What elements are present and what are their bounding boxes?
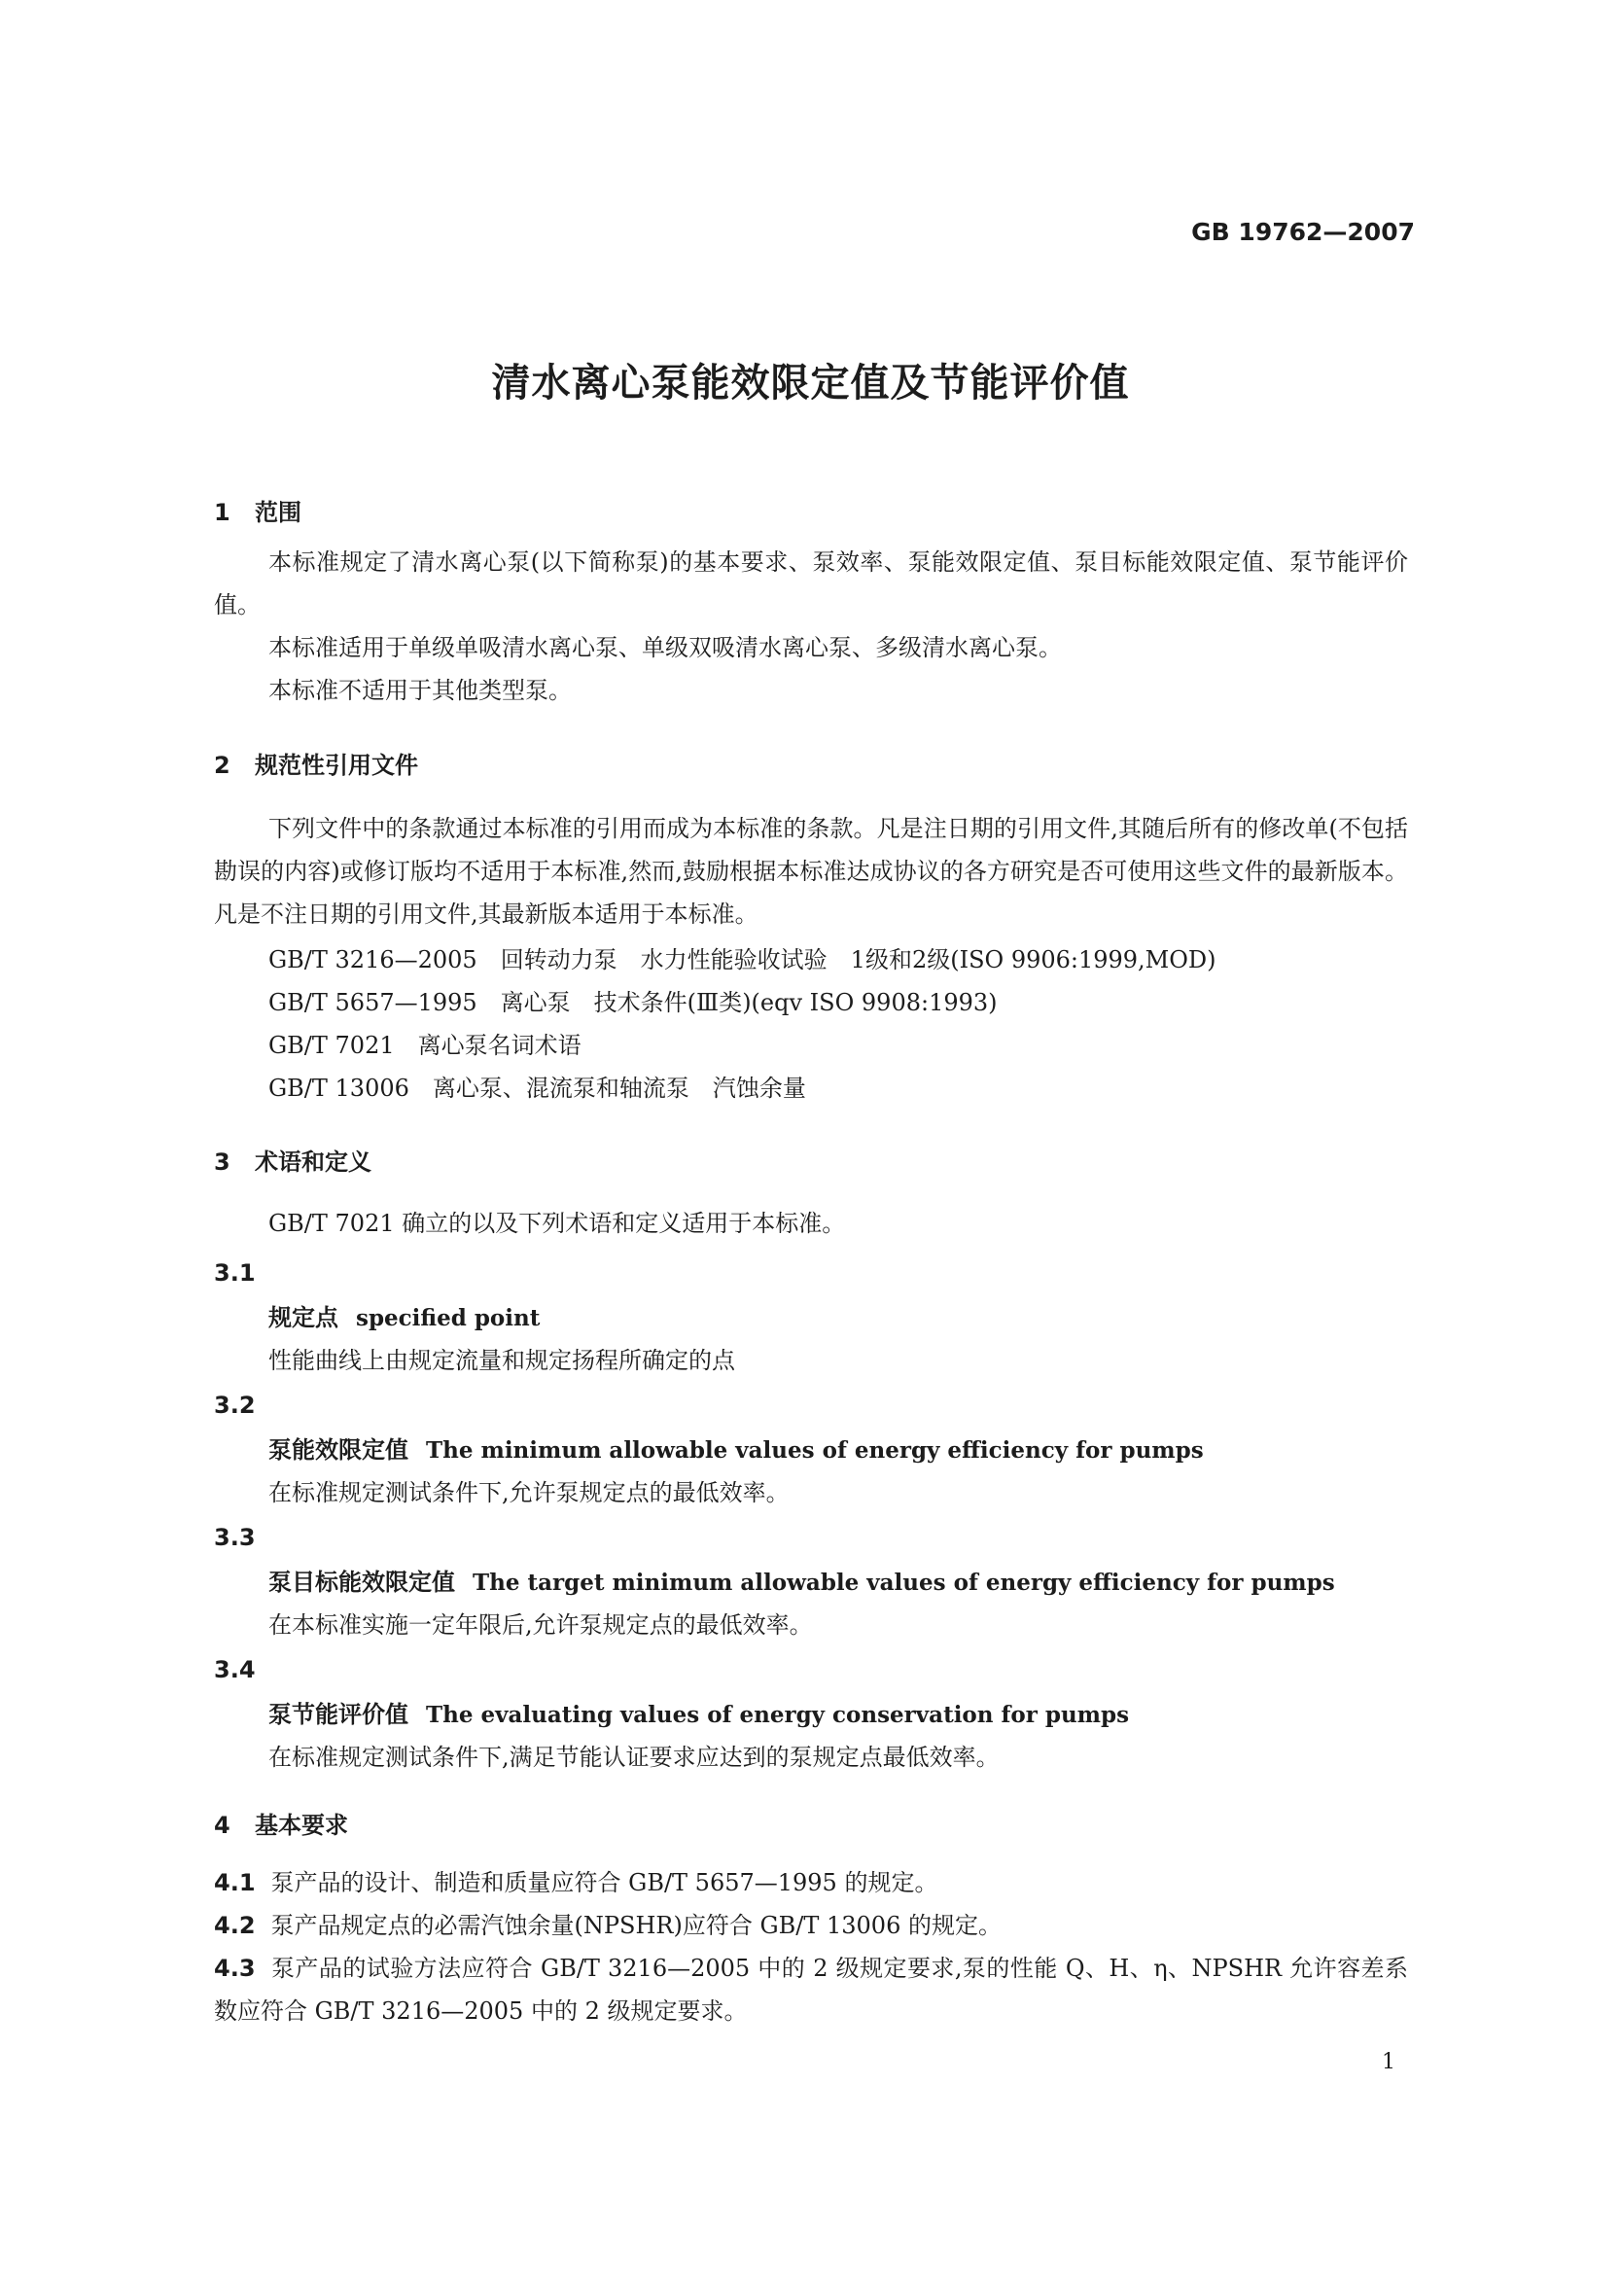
section-number: 2 <box>214 752 230 779</box>
section-title: 术语和定义 <box>255 1148 371 1176</box>
term-entry <box>214 1433 1462 1467</box>
section-heading-terms-and-definitions <box>214 1146 1408 1179</box>
reference-code: GB/T 5657—1995 <box>268 989 477 1016</box>
section-title: 范围 <box>255 499 301 526</box>
reference-code: GB/T 3216—2005 <box>268 946 477 973</box>
requirement-text: 泵产品的设计、制造和质量应符合 GB/T 5657—1995 的规定。 <box>270 1869 938 1896</box>
term-entry <box>214 1566 1462 1600</box>
section-number: 3 <box>214 1148 230 1176</box>
paragraph: 本标准规定了清水离心泵(以下简称泵)的基本要求、泵效率、泵能效限定值、泵目标能效限定值、泵节能评价值。 <box>214 548 1408 618</box>
term-number: 3.2 <box>214 1392 256 1419</box>
reference-item <box>214 1072 1462 1105</box>
term-number: 3.1 <box>214 1259 256 1287</box>
term-entry <box>214 1301 1462 1335</box>
section-title: 基本要求 <box>255 1812 348 1839</box>
reference-code: GB/T 7021 <box>268 1032 395 1059</box>
section-heading-basic-requirements <box>214 1809 1408 1842</box>
term-entry <box>214 1698 1462 1732</box>
reference-code: GB/T 13006 <box>268 1075 409 1102</box>
requirement-number: 4.2 <box>214 1912 256 1939</box>
reference-item <box>214 943 1462 976</box>
requirement-number: 4.1 <box>214 1869 256 1896</box>
term-definition: 在本标准实施一定年限后,允许泵规定点的最低效率。 <box>268 1611 813 1639</box>
reference-title: 离心泵 技术条件(Ⅲ类)(eqv ISO 9908:1993) <box>500 989 998 1016</box>
reference-item <box>214 1029 1462 1062</box>
requirement-item <box>214 1861 1408 1904</box>
section-number: 4 <box>214 1812 230 1839</box>
term-definition: 在标准规定测试条件下,满足节能认证要求应达到的泵规定点最低效率。 <box>268 1744 1000 1771</box>
reference-item <box>214 986 1462 1019</box>
term-en: The minimum allowable values of energy efficiency for pumps <box>426 1437 1204 1464</box>
section-heading-normative-references <box>214 749 1408 782</box>
requirement-text: 泵产品的试验方法应符合 GB/T 3216—2005 中的 2 级规定要求,泵的性能 Q、H、η、NPSHR 允许容差系数应符合 GB/T 3216—2005 中的 2 级规定要求。 <box>214 1955 1408 2025</box>
term-en: The evaluating values of energy conservation for pumps <box>426 1702 1130 1728</box>
reference-title: 回转动力泵 水力性能验收试验 1级和2级(ISO 9906:1999,MOD) <box>500 946 1216 973</box>
term-definition: 性能曲线上由规定流量和规定扬程所确定的点 <box>268 1347 735 1374</box>
paragraph: GB/T 7021 确立的以及下列术语和定义适用于本标准。 <box>268 1210 846 1237</box>
reference-title: 离心泵、混流泵和轴流泵 汽蚀余量 <box>432 1075 806 1102</box>
section-number: 1 <box>214 499 230 526</box>
section-title: 规范性引用文件 <box>255 752 418 779</box>
standard-code: GB 19762—2007 <box>1191 218 1415 246</box>
requirement-item <box>214 1904 1408 1947</box>
requirement-text: 泵产品规定点的必需汽蚀余量(NPSHR)应符合 GB/T 13006 的规定。 <box>270 1912 1002 1939</box>
term-number: 3.3 <box>214 1524 256 1551</box>
paragraph: 下列文件中的条款通过本标准的引用而成为本标准的条款。凡是注日期的引用文件,其随后所有的修改单(不包括勘误的内容)或修订版均不适用于本标准,然而,鼓励根据本标准达成协议的各方研究是否可使用这些文件的最新版本。凡是不注日期的引用文件,其最新版本适用于本标准。 <box>214 815 1408 928</box>
term-number: 3.4 <box>214 1656 256 1683</box>
term-en: The target minimum allowable values of energy efficiency for pumps <box>473 1570 1335 1596</box>
paragraph: 本标准适用于单级单吸清水离心泵、单级双吸清水离心泵、多级清水离心泵。 <box>268 634 1062 661</box>
requirement-number: 4.3 <box>214 1955 256 1982</box>
term-zh: 泵目标能效限定值 <box>268 1569 455 1596</box>
term-en: specified point <box>356 1305 541 1331</box>
document-title: 清水离心泵能效限定值及节能评价值 <box>491 361 1130 406</box>
term-zh: 泵节能评价值 <box>268 1701 408 1728</box>
section-heading-scope <box>214 496 1408 529</box>
term-zh: 规定点 <box>268 1304 338 1331</box>
term-zh: 泵能效限定值 <box>268 1436 408 1464</box>
term-definition: 在标准规定测试条件下,允许泵规定点的最低效率。 <box>268 1479 790 1506</box>
requirement-item <box>214 1947 1408 2032</box>
reference-title: 离心泵名词术语 <box>417 1032 581 1059</box>
paragraph: 本标准不适用于其他类型泵。 <box>268 677 572 704</box>
page-number: 1 <box>1382 2050 1395 2074</box>
